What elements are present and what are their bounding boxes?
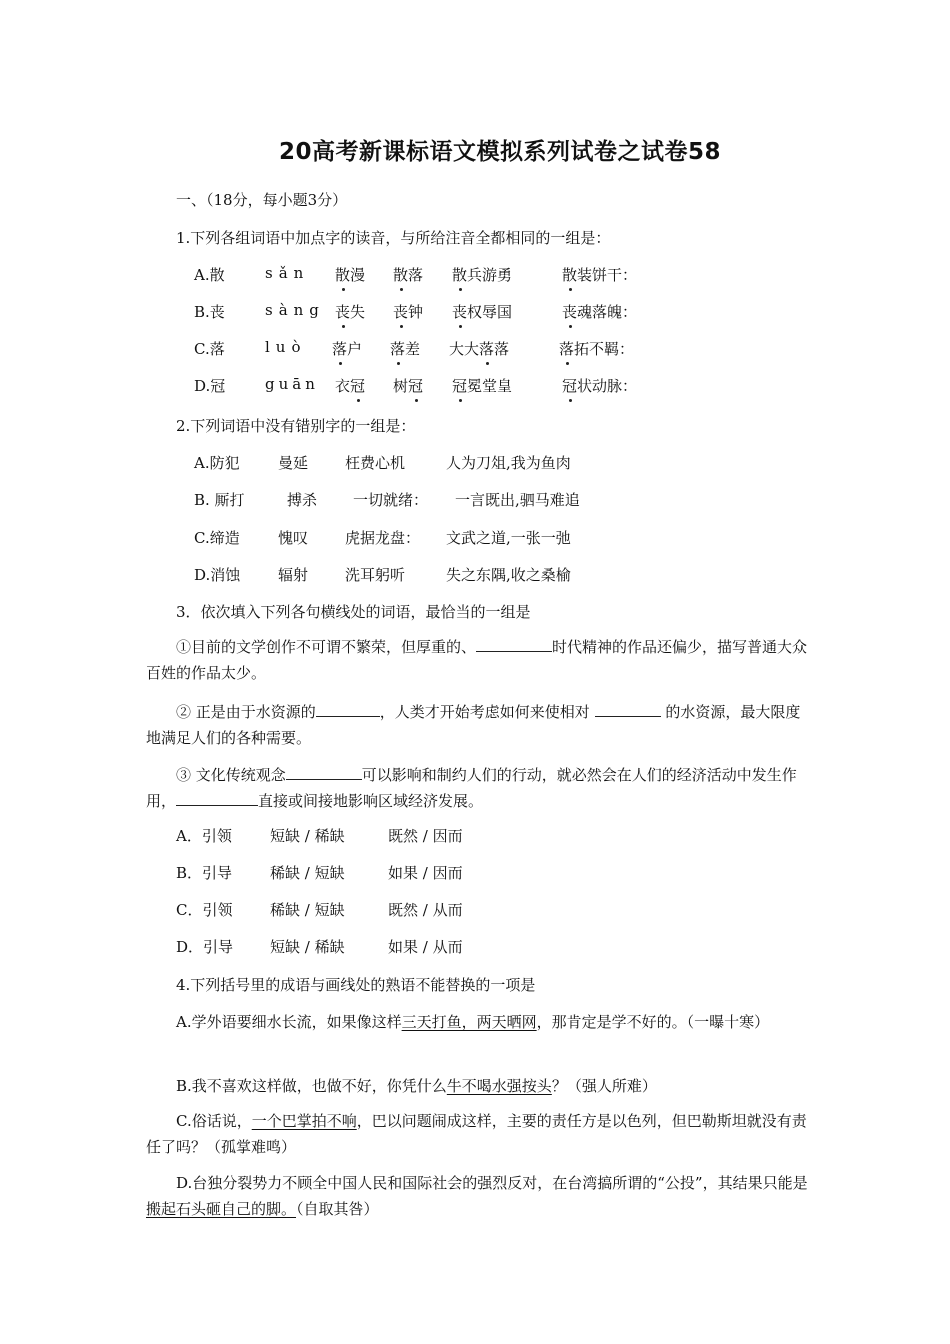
sentence-text: 时代精神的作品还偏少，描写普通大众百姓的作品太少。: [146, 638, 808, 682]
word-2: 洗耳躬听: [345, 566, 406, 584]
option-text: （自取其咎）: [296, 1200, 379, 1218]
word-1: 落户: [332, 340, 363, 358]
question-3-stem: 3．依次填入下列各句横线处的词语，最恰当的一组是: [176, 603, 531, 621]
fill-blank: [316, 702, 380, 717]
pinyin: sǎn: [265, 264, 310, 282]
option-text: D.台独分裂势力不顾全中国人民和国际社会的强烈反对，在台湾搞所谓的“公投”，其结果只能是: [176, 1174, 808, 1192]
word-1: 短缺 / 稀缺: [270, 827, 345, 845]
dotted-char: 落: [332, 340, 348, 358]
option-text: C.俗话说，: [176, 1112, 252, 1130]
word-3: 大大落落: [449, 340, 510, 358]
q4-option-a: [146, 1009, 810, 1035]
word-1: 曼延: [278, 454, 309, 472]
word-3: 冠冕堂皇: [452, 377, 513, 395]
question-1-stem: 1.下列各组词语中加点字的读音，与所给注音全都相同的一组是：: [176, 229, 611, 247]
word-2: 既然 / 从而: [388, 901, 463, 919]
option-text: ，巴以问题闹成这样，主要的责任方是以色列，但巴勒斯坦就没有责任了吗？（孤掌难鸣）: [146, 1112, 807, 1156]
q3-sentence-2: [146, 699, 810, 751]
fill-blank: [286, 765, 362, 780]
word-4: 落拓不羁：: [559, 340, 635, 358]
word-3: 丧权辱国: [452, 303, 513, 321]
sentence-text: 的水资源，最大限度地满足人们的各种需要。: [146, 703, 801, 747]
fill-blank: [476, 637, 552, 652]
word-2: 虎据龙盘：: [345, 529, 421, 547]
word-2: 一切就绪：: [353, 491, 429, 509]
word-1: 衣冠: [335, 377, 366, 395]
fill-blank: [176, 791, 258, 806]
option-letter: B.丧: [194, 303, 225, 321]
question-2-stem: 2.下列词语中没有错别字的一组是：: [176, 417, 416, 435]
option-text: B.我不喜欢这样做，也做不好，你凭什么: [176, 1077, 447, 1095]
dotted-char: 冠: [350, 377, 366, 395]
underlined-phrase: 搬起石头砸自己的脚。: [146, 1200, 297, 1218]
word-1: 愧叹: [278, 529, 309, 547]
q4-option-b: [146, 1073, 810, 1099]
option-letter: A.散: [194, 266, 225, 284]
word-1: 稀缺 / 短缺: [270, 901, 345, 919]
option-letter: D．引导: [176, 938, 234, 956]
word-4: 丧魂落魄：: [562, 303, 638, 321]
word-2: 丧钟: [393, 303, 424, 321]
underlined-phrase: 牛不喝水强按头: [446, 1077, 552, 1095]
sentence-text: 直接或间接地影响区域经济发展。: [258, 792, 484, 810]
underlined-phrase: 三天打鱼，两天晒网: [401, 1013, 537, 1031]
dotted-char: 落: [559, 340, 575, 358]
word-2: 既然 / 因而: [388, 827, 463, 845]
word-1: 散漫: [335, 266, 366, 284]
pinyin: luò: [265, 338, 307, 356]
dotted-char: 散: [452, 266, 468, 284]
option-letter: D.冠: [194, 377, 226, 395]
word-1: 搏杀: [287, 491, 318, 509]
word-4: 散装饼干：: [562, 266, 638, 284]
word-2: 散落: [393, 266, 424, 284]
word-3: 散兵游勇: [452, 266, 513, 284]
q4-option-d: [146, 1170, 810, 1222]
word-2: 枉费心机: [345, 454, 406, 472]
option-letter: C.落: [194, 340, 225, 358]
dotted-char: 冠: [562, 377, 578, 395]
pinyin: guān: [265, 375, 319, 393]
word-2: 如果 / 从而: [388, 938, 463, 956]
sentence-text: ③ 文化传统观念: [176, 766, 286, 784]
word-3: 人为刀俎,我为鱼肉: [446, 454, 571, 472]
option-text: ？（强人所难）: [551, 1077, 657, 1095]
dotted-char: 落: [390, 340, 406, 358]
option-letter: C．引领: [176, 901, 233, 919]
option-letter: C.缔造: [194, 529, 240, 547]
word-1: 短缺 / 稀缺: [270, 938, 345, 956]
q3-sentence-3: [146, 762, 810, 814]
option-letter: B. 厮打: [194, 491, 245, 509]
pinyin: sàng: [265, 301, 325, 319]
option-text: A.学外语要细水长流，如果像这样: [176, 1013, 402, 1031]
dotted-char: 散: [562, 266, 578, 284]
section-heading: 一、（18分，每小题3分）: [176, 191, 348, 209]
q3-sentence-1: [146, 634, 810, 686]
sentence-text: ①目前的文学创作不可谓不繁荣，但厚重的、: [176, 638, 477, 656]
word-2: 如果 / 因而: [388, 864, 463, 882]
dotted-char: 丧: [452, 303, 468, 321]
dotted-char: 丧: [562, 303, 578, 321]
q4-option-c: [146, 1108, 810, 1160]
word-3: 失之东隅,收之桑榆: [446, 566, 571, 584]
page-title: 20高考新课标语文模拟系列试卷之试卷58: [278, 139, 721, 165]
word-2: 落差: [390, 340, 421, 358]
dotted-char: 散: [393, 266, 409, 284]
dotted-char: 落: [479, 340, 495, 358]
sentence-text: ② 正是由于水资源的: [176, 703, 316, 721]
word-3: 一言既出,驷马难追: [455, 491, 580, 509]
dotted-char: 散: [335, 266, 351, 284]
question-4-stem: 4.下列括号里的成语与画线处的熟语不能替换的一项是: [176, 976, 536, 994]
dotted-char: 冠: [408, 377, 424, 395]
option-letter: A.防犯: [194, 454, 240, 472]
word-1: 丧失: [335, 303, 366, 321]
dotted-char: 丧: [393, 303, 409, 321]
dotted-char: 冠: [452, 377, 468, 395]
fill-blank: [595, 702, 661, 717]
option-letter: A．引领: [176, 827, 232, 845]
option-letter: B．引导: [176, 864, 233, 882]
word-3: 文武之道,一张一弛: [446, 529, 571, 547]
dotted-char: 丧: [335, 303, 351, 321]
word-4: 冠状动脉：: [562, 377, 638, 395]
option-text: ，那肯定是学不好的。（一曝十寒）: [536, 1013, 770, 1031]
word-1: 辐射: [278, 566, 309, 584]
underlined-phrase: 一个巴掌拍不响: [251, 1112, 357, 1130]
sentence-text: ，人类才开始考虑如何来使相对: [379, 703, 595, 721]
word-1: 稀缺 / 短缺: [270, 864, 345, 882]
option-letter: D.消蚀: [194, 566, 241, 584]
word-2: 树冠: [393, 377, 424, 395]
sentence-text: 可以影响和制约人们的行动，就必然会在人们的经济活动中发生作用，: [146, 766, 797, 810]
